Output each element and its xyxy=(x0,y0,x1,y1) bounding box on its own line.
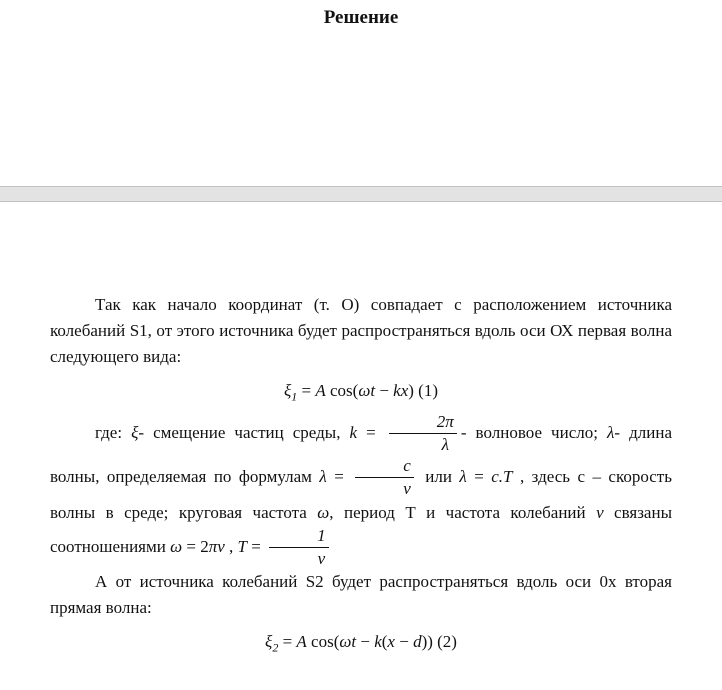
inline-fraction: $\frac{c}{\nu}$ xyxy=(353,456,416,500)
paragraph-second-source: А от источника колебаний S2 будет распространяться вдоль оси 0x вторая прямая волна: xyxy=(50,572,672,618)
document-body xyxy=(50,292,672,663)
inline-fraction: $\frac{2\pi}{\lambda}$ xyxy=(387,412,459,456)
paragraph-solution-intro: Так как начало координат (т. О) совпадает с расположением источника колебаний S1, от этого источника будет распространяться вдоль оси ОХ первая волна следующего вида: xyxy=(50,295,672,366)
paragraph-definitions: где: ξ- смещение частиц среды, k = $\frac{2\pi}{\lambda}$ - волновое число; λ- длина волны, определяемая по формулам λ = $\frac{c}{\nu}$ или λ = c.T , здесь с – скорость волны в среде; круговая частота ω, период Т и частота колебаний ν связаны соотношениями ω = 2πν , T = $\frac{1}{\nu}$ xyxy=(50,412,673,568)
page-break-separator xyxy=(0,186,722,202)
inline-fraction: $\frac{1}{\nu}$ xyxy=(267,526,331,570)
formula-wave-2: $\xi_2 = A$ cos(ωt − k(x − d)) (2) xyxy=(265,632,457,655)
formula-wave-1: $\xi_1 = A$ cos(ωt − kx) (1) xyxy=(283,381,438,404)
page-title: Решение xyxy=(323,7,399,28)
